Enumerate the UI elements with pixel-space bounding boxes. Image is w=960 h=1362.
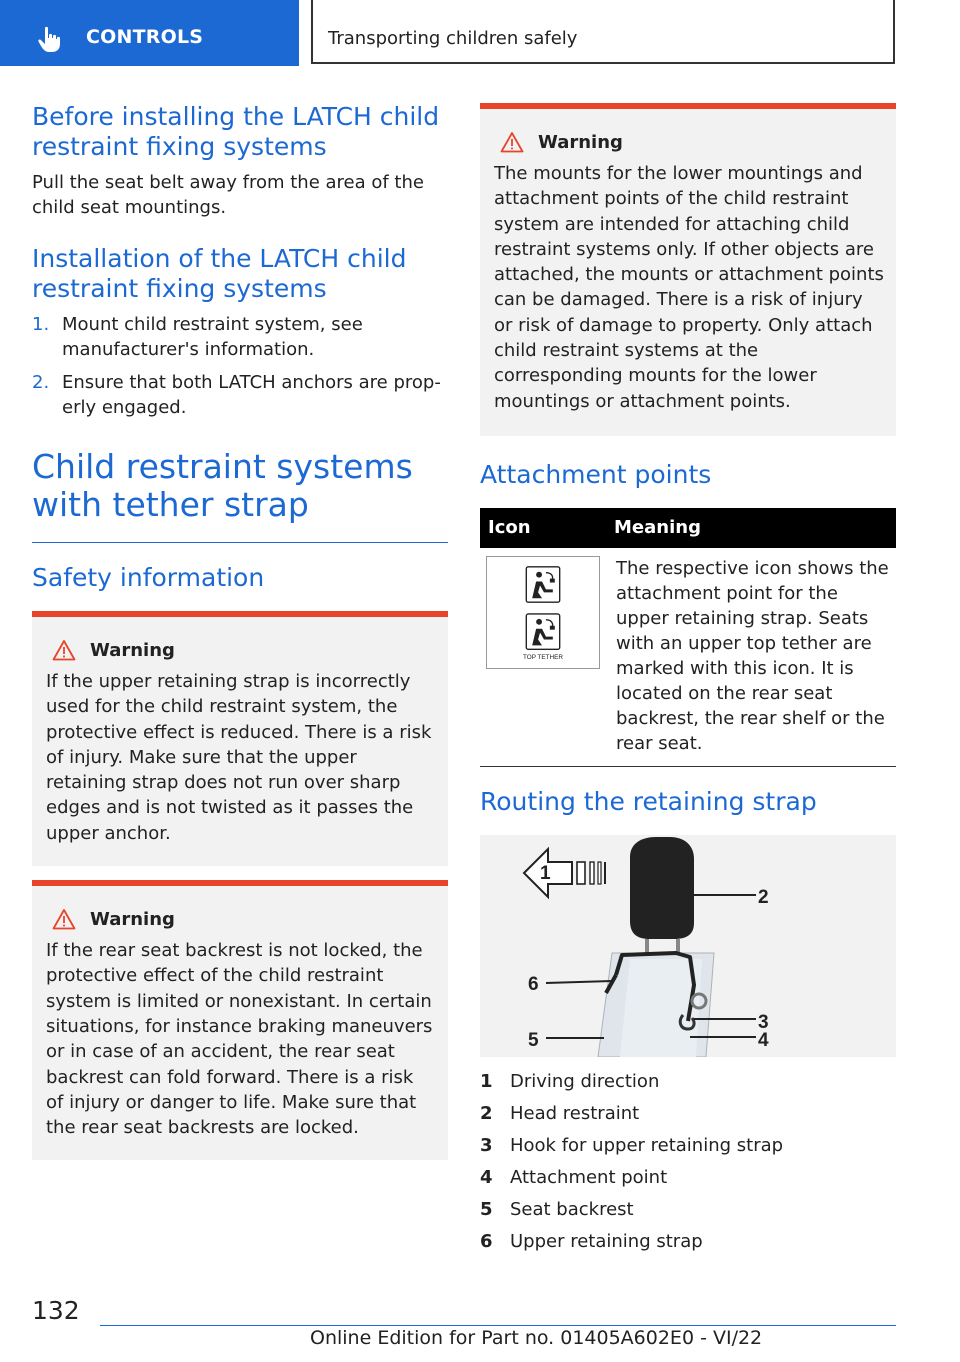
warning-triangle-icon xyxy=(52,908,76,930)
legend-number: 1 xyxy=(480,1070,493,1092)
page-number: 132 xyxy=(32,1296,80,1325)
right-column xyxy=(480,103,896,1261)
list-item xyxy=(32,370,448,420)
table-row xyxy=(480,548,896,764)
list-item xyxy=(480,1101,896,1126)
list-item xyxy=(480,1165,896,1190)
warning-text: If the upper retaining strap is incorrectly used for the child restraint system, the protective effect is reduced. There is a risk of injury. Make sure that the upper retaining strap does not run over sharp edges and is not twisted as it passes the upper anchor. xyxy=(46,671,432,844)
warning-text: If the rear seat backrest is not locked, the protective effect of the child restraint system is limited or nonexistant. In certain situations, for instance braking maneuvers or in case of an accident, the rear seat backrest can fold forward. There is a risk of injury or danger to life. Make sure that the rear seat backrests are locked. xyxy=(46,940,433,1139)
heading-safety-information: Safety information xyxy=(32,563,265,592)
legend-number: 5 xyxy=(480,1198,493,1220)
chapter-box xyxy=(311,0,895,64)
column-header-meaning: Meaning xyxy=(606,508,896,548)
driving-direction-arrow-icon xyxy=(524,849,606,897)
legend-number: 4 xyxy=(480,1166,493,1188)
warning-box-backrest xyxy=(32,880,448,1160)
top-tether-caption: TOP TETHER xyxy=(522,654,564,662)
legend-text: Hook for upper retaining strap xyxy=(510,1134,784,1156)
heading-routing-strap: Routing the retaining strap xyxy=(480,786,817,816)
attachment-points-table xyxy=(480,508,896,764)
chapter-title: Transporting children safely xyxy=(328,28,578,49)
list-item xyxy=(480,1133,896,1158)
left-column xyxy=(32,96,448,1160)
heading-installation: Installation of the LATCH child restraint fixing systems xyxy=(32,244,407,303)
step-number: 1. xyxy=(32,314,50,335)
list-item xyxy=(32,312,448,362)
legend-number: 3 xyxy=(480,1134,493,1156)
table-header-row xyxy=(480,508,896,548)
child-seat-tether-icon xyxy=(487,557,599,668)
edition-link[interactable]: Online Edition for Part no. 01405A602E0 - VI/22 xyxy=(310,1327,763,1349)
diagram-label-4: 4 xyxy=(758,1029,769,1051)
diagram-label-3: 3 xyxy=(758,1011,769,1033)
diagram-label-5: 5 xyxy=(528,1029,539,1051)
legend-text: Attachment point xyxy=(510,1166,668,1188)
legend-text: Driving direction xyxy=(510,1070,660,1092)
list-item xyxy=(480,1069,896,1094)
legend-text: Upper retaining strap xyxy=(510,1230,703,1252)
installation-steps xyxy=(32,312,448,420)
legend-text: Head restraint xyxy=(510,1102,640,1124)
page-header xyxy=(0,0,960,66)
legend-number: 2 xyxy=(480,1102,493,1124)
step-text: Mount child restraint system, see manufacturer's information. xyxy=(62,314,363,360)
routing-diagram xyxy=(480,835,896,1057)
list-item xyxy=(480,1197,896,1222)
warning-title: Warning xyxy=(90,908,175,930)
seat-headrest-diagram xyxy=(480,835,896,1057)
section-tab[interactable] xyxy=(0,0,299,66)
footer-divider xyxy=(100,1325,896,1326)
column-header-icon: Icon xyxy=(480,508,606,548)
paragraph-before-installing: Pull the seat belt away from the area of the child seat mountings. xyxy=(32,172,424,218)
heading-tether-strap: Child restraint systems with tether strap xyxy=(32,447,413,524)
legend-number: 6 xyxy=(480,1230,493,1252)
meaning-cell: The respective icon shows the attachment point for the upper retaining strap. Seats with an upper top tether are marked with this icon. It is located on the rear seat backrest, the rear shelf or the rear seat. xyxy=(616,557,889,754)
diagram-label-6: 6 xyxy=(528,973,539,995)
section-label: CONTROLS xyxy=(86,26,204,48)
diagram-label-1: 1 xyxy=(540,862,551,884)
step-number: 2. xyxy=(32,372,50,393)
warning-title: Warning xyxy=(90,639,175,661)
hand-pointer-icon xyxy=(36,24,66,54)
legend-text: Seat backrest xyxy=(510,1198,634,1220)
warning-triangle-icon xyxy=(52,639,76,661)
warning-text: The mounts for the lower mountings and attachment points of the child restraint system are intended for attaching child restraint systems only. If other objects are attached, the mounts or attachment points can be damaged. There is a risk of injury or risk of damage to property. Only attach child restraint systems at the corresponding mounts for the lower mountings or attachment points. xyxy=(494,163,884,412)
diagram-label-2: 2 xyxy=(758,886,769,908)
step-text: Ensure that both LATCH anchors are properly engaged. xyxy=(62,372,441,418)
heading-divider xyxy=(32,542,448,543)
warning-box-strap xyxy=(32,611,448,866)
top-tether-icon-frame xyxy=(486,556,600,669)
table-bottom-rule xyxy=(480,766,896,767)
warning-triangle-icon xyxy=(500,131,524,153)
heading-before-installing: Before installing the LATCH child restraint fixing systems xyxy=(32,102,440,161)
warning-title: Warning xyxy=(538,131,623,153)
diagram-legend xyxy=(480,1069,896,1254)
list-item xyxy=(480,1229,896,1254)
warning-box-mounts xyxy=(480,103,896,436)
heading-attachment-points: Attachment points xyxy=(480,459,712,489)
